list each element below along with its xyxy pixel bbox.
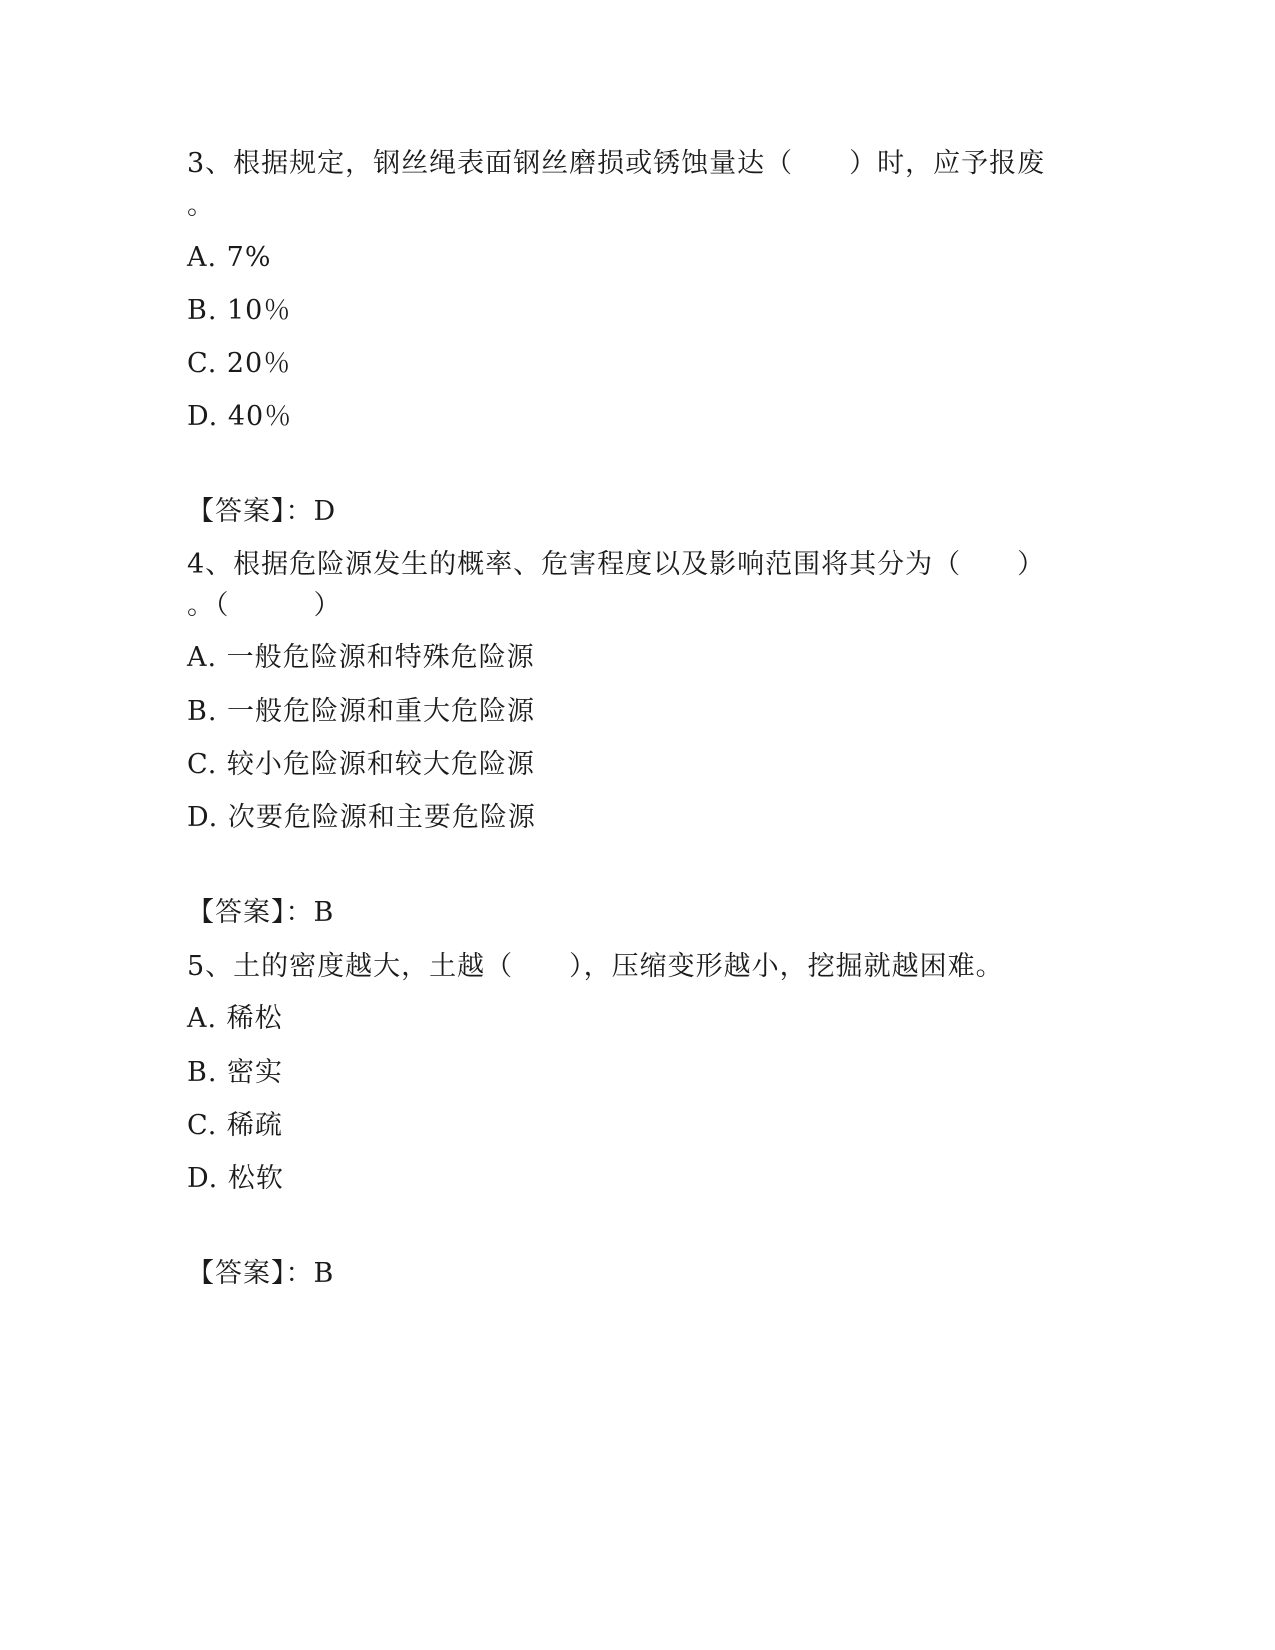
question-3-option-c: C. 20％ xyxy=(187,348,292,379)
question-4-answer: 【答案】：B xyxy=(187,897,335,928)
question-4-stem-line1: 4、根据危险源发生的概率、危害程度以及影响范围将其分为（ ） xyxy=(187,549,1046,580)
question-5-stem-line1: 5、土的密度越大，土越（ ），压缩变形越小，挖掘就越困难。 xyxy=(187,951,1004,982)
question-3-option-b: B. 10％ xyxy=(187,295,292,326)
question-5-option-c: C. 稀疏 xyxy=(187,1110,283,1141)
question-5-answer: 【答案】：B xyxy=(187,1258,335,1289)
question-5-option-a: A. 稀松 xyxy=(187,1003,283,1034)
question-3-option-d: D. 40％ xyxy=(187,401,293,432)
question-3-option-a: A. 7% xyxy=(187,242,272,273)
question-3-answer: 【答案】：D xyxy=(187,496,337,527)
question-5-option-d: D. 松软 xyxy=(187,1163,284,1194)
question-4-option-c: C. 较小危险源和较大危险源 xyxy=(187,749,535,780)
question-3-stem-line1: 3、根据规定，钢丝绳表面钢丝磨损或锈蚀量达（ ）时，应予报废 xyxy=(187,148,1046,179)
question-4-stem-line2: 。（ ） xyxy=(187,590,342,621)
question-3-stem-line2: 。 xyxy=(187,190,215,221)
question-4-option-b: B. 一般危险源和重大危险源 xyxy=(187,696,536,727)
question-5-option-b: B. 密实 xyxy=(187,1057,284,1088)
question-4-option-a: A. 一般危险源和特殊危险源 xyxy=(187,642,535,673)
question-4-option-d: D. 次要危险源和主要危险源 xyxy=(187,802,536,833)
